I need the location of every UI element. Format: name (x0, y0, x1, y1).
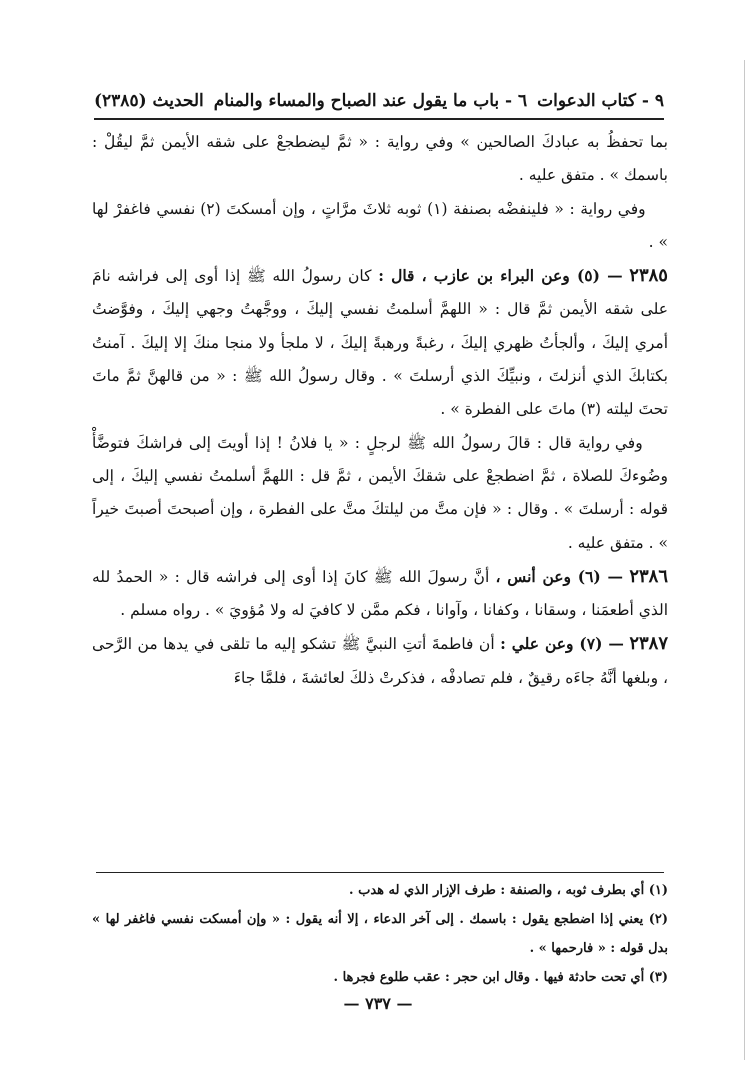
page-edge-line (744, 60, 745, 1060)
hadith-text: أنَّ رسولَ الله ﷺ كانَ إذا أوى إلى فراشه قال : « الحمدُ لله الذي أطعمَنا ، وسقانا ، وكفانا ، وآوانا ، فكم ممَّن لا كافيَ له ولا مُؤويَ » . رواه مسلم . (92, 567, 668, 620)
hadith-number: ٢٣٨٧ (629, 633, 669, 655)
chapter-title: ٦ - باب ما يقول عند الصباح والمساء والمنام (213, 91, 528, 111)
hadith-number: ٢٣٨٥ (629, 265, 668, 287)
footnote: (٣) أي تحت حادثة فيها . وقال ابن حجر : عقب طلوع فجرها . (333, 970, 668, 985)
paragraph-text: وفي رواية قال : قالَ رسولُ الله ﷺ لرجلٍ : « يا فلانُ ! إذا أويتَ إلى فراشكَ فتوضَّأْ وضُوءكَ للصلاة ، ثمَّ اضطجعْ على شقكَ الأيمن ، ثمَّ قل : اللهمَّ أسلمتُ نفسي إليكَ ، إلى قوله : أرسلتَ » . وقال : « فإن متَّ من ليلتكَ متَّ على الفطرة ، وإن أصبحتَ أصبتَ خيراً » . متفق عليه . (92, 433, 668, 552)
hadith-reference: الحديث (٢٣٨٥) (94, 91, 204, 111)
main-text (92, 126, 668, 695)
paragraph-text: بما تحفظُ به عبادكَ الصالحين » وفي رواية : « ثمَّ ليضطجعْ على شقه الأيمن ثمَّ ليقُلْ : باسمك » . متفق عليه . (92, 133, 668, 185)
footnotes (92, 876, 668, 992)
hadith-narrator: — (٧) وعن علي : (500, 634, 624, 654)
paragraph (92, 126, 668, 193)
footnote: (٢) يعني إذا اضطجع يقول : باسمك . إلى آخر الدعاء ، إلا أنه يقول : « وإن أمسكت نفسي فاغفر لها » بدل قوله : « فارحمها » . (92, 912, 668, 956)
page-number: — ٧٣٧ — (343, 994, 413, 1013)
hadith-paragraph (92, 627, 668, 695)
hadith-narrator: — (٦) وعن أنس ، (495, 566, 624, 586)
hadith-paragraph (92, 259, 668, 426)
hadith-number: ٢٣٨٦ (629, 565, 668, 587)
paragraph (92, 427, 668, 560)
paragraph-text: وفي رواية : « فلينفضْه بصنفة (١) ثوبه ثلاثَ مرَّاتٍ ، وإن أمسكتَ (٢) نفسي فاغفرْ لها » . (92, 199, 668, 251)
hadith-narrator: — (٥) وعن البراء بن عازب ، قال : (378, 266, 623, 286)
hadith-text: كان رسولُ الله ﷺ إذا أوى إلى فراشه نامَ على شقه الأيمن ثمَّ قال : « اللهمَّ أسلمتُ نفسي إليكَ ، ووجَّهتُ وجهي إليكَ ، وفوَّضتُ أمري إليكَ ، وألجأتُ ظهري إليكَ ، رغبةً ورهبةً إليكَ ، لا ملجأ ولا منجا منكَ إلا إليكَ . آمنتُ بكتابكَ الذي أنزلتَ ، ونبيِّكَ الذي أرسلتَ » . وقال رسولُ الله ﷺ : « من قالهنَّ ثمَّ ماتَ تحتَ ليلته (٣) ماتَ على الفطرة » . (92, 267, 668, 419)
paragraph (92, 193, 668, 260)
running-header (94, 84, 664, 120)
book-title: ٩ - كتاب الدعوات (537, 91, 664, 111)
footnote-divider (96, 872, 664, 873)
hadith-paragraph (92, 560, 668, 628)
footnote: (١) أي بطرف ثوبه ، والصنفة : طرف الإزار الذي له هدب . (349, 883, 668, 898)
hadith-text: أن فاطمةَ أتتِ النبيَّ ﷺ تشكو إليه ما تلقى في يدها من الرَّحى ، وبلغها أنَّهُ جاءَه رقيقٌ ، فلم تصادفْه ، فذكرتْ ذلكَ لعائشةَ ، فلمَّا جاءَ (92, 635, 668, 687)
